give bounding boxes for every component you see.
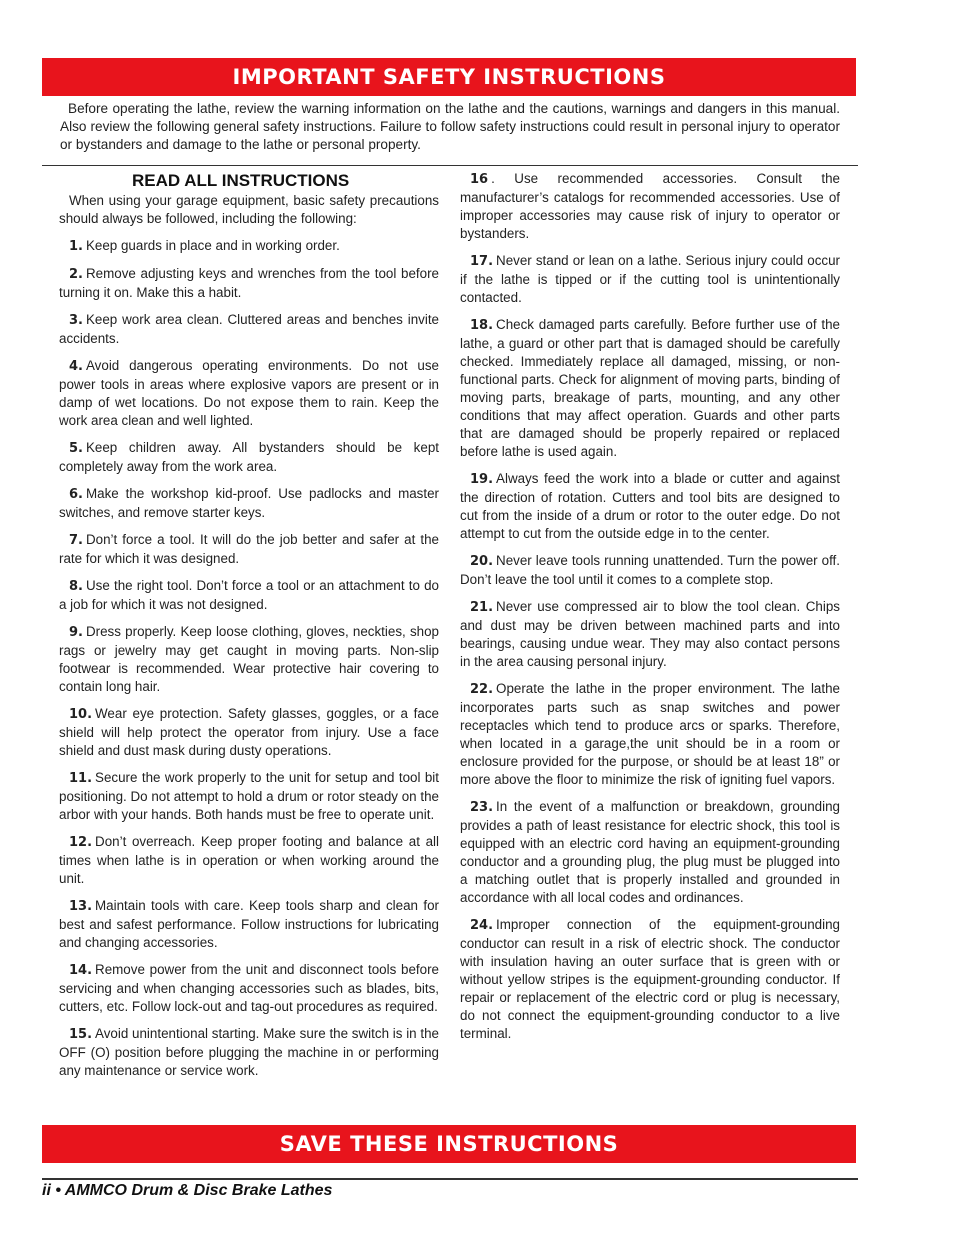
instruction-item: [460, 680, 840, 789]
save-instructions-banner: SAVE THESE INSTRUCTIONS: [42, 1125, 856, 1163]
instruction-text: Operate the lathe in the proper environment. The lathe incorporates parts such as snap switches and power receptacles which tend to produce arcs or sparks. Therefore, when located in a garage,the unit should be in a room or enclosure provided for the purpose, or should be at least 18” or more above the floor to minimize the risk of igniting fuel vapors.: [460, 681, 840, 787]
instruction-item: [59, 265, 439, 302]
instruction-list-left: [59, 237, 439, 1080]
instruction-text: Avoid unintentional starting. Make sure the switch is in the OFF (O) position before plugging the machine in or performing any maintenance or service work.: [59, 1026, 439, 1078]
instruction-number: 8.: [69, 579, 83, 594]
instruction-item: [59, 439, 439, 476]
instruction-item: [460, 552, 840, 589]
instruction-number: 9.: [69, 625, 83, 640]
instruction-item: [460, 798, 840, 907]
section-lead: When using your garage equipment, basic safety precautions should always be followed, including the following:: [59, 193, 439, 226]
footer-divider: [42, 1178, 858, 1180]
instruction-number: 3.: [69, 313, 83, 328]
instruction-text: Dress properly. Keep loose clothing, gloves, neckties, shop rags or jewelry may get caught in moving parts. Non-slip footwear is recommended. Wear protective hair covering to contain long hair.: [59, 624, 439, 694]
instruction-text: Maintain tools with care. Keep tools sharp and clean for best and safest performance. Follow instructions for lubricating and changing accessories.: [59, 898, 439, 950]
instruction-text: In the event of a malfunction or breakdown, grounding provides a path of least resistance for electric shock, this tool is equipped with an electric cord having an equipment-grounding conductor and a grounding plug, the plug must be plugged into a matching outlet that is properly installed and grounded in accordance with all local codes and ordinances.: [460, 799, 840, 905]
instruction-text: Never stand or lean on a lathe. Serious injury could occur if the lathe is tipped or if the cutting tool is unintentionally contacted.: [460, 253, 840, 305]
instruction-text: Never leave tools running unattended. Turn the power off. Don’t leave the tool until it comes to a complete stop.: [460, 553, 840, 587]
instruction-text: Avoid dangerous operating environments. Do not use power tools in areas where explosive vapors are present or in damp of wet locations. Do not expose them to rain. Keep the work area clean and well lighted.: [59, 358, 439, 428]
instruction-text: . Use recommended accessories. Consult the manufacturer’s catalogs for recommended accessories. Use of improper accessories may cause risk of injury to operator or bystanders.: [460, 171, 840, 241]
instruction-number: 21.: [470, 600, 494, 615]
instruction-item: [460, 916, 840, 1043]
instruction-list-right: [460, 170, 840, 1043]
instruction-number: 2.: [69, 267, 83, 282]
instruction-text: Secure the work properly to the unit for setup and tool bit positioning. Do not attempt to hold a drum or rotor steady on the arbor with your hands. Both hands must be free to operate unit.: [59, 770, 439, 822]
instruction-number: 12.: [69, 835, 93, 850]
instruction-number: 18.: [470, 318, 494, 333]
instruction-item: [59, 485, 439, 522]
right-column: [460, 170, 840, 1052]
instruction-item: [460, 470, 840, 543]
instruction-number: 24.: [470, 918, 494, 933]
instruction-number: 11.: [69, 771, 93, 786]
instruction-item: [59, 897, 439, 952]
instruction-item: [59, 769, 439, 824]
instruction-item: [460, 598, 840, 671]
instruction-text: Make the workshop kid-proof. Use padlocks and master switches, and remove starter keys.: [59, 486, 439, 520]
safety-instructions-banner: IMPORTANT SAFETY INSTRUCTIONS: [42, 58, 856, 96]
instruction-number: 4.: [69, 359, 83, 374]
instruction-item: [59, 623, 439, 696]
instruction-text: Keep guards in place and in working order.: [85, 238, 340, 253]
instruction-text: Don’t force a tool. It will do the job better and safer at the rate for which it was designed.: [59, 532, 439, 566]
instruction-item: [460, 316, 840, 461]
instruction-number: 10.: [69, 707, 93, 722]
instruction-text: Wear eye protection. Safety glasses, goggles, or a face shield will help protect the operator from injury. Use a face shield and dust mask during dusty operations.: [59, 706, 439, 758]
instruction-item: [59, 577, 439, 614]
instruction-number: 17.: [470, 254, 494, 269]
divider: [42, 165, 858, 166]
instruction-item: [59, 961, 439, 1016]
intro-paragraph: Before operating the lathe, review the warning information on the lathe and the cautions, warnings and dangers in this manual. Also review the following general safety instructions. Failure to follow safety instructions could result in personal injury to operator or bystanders and damage to the lathe or personal property.: [60, 101, 840, 152]
left-column: [59, 170, 439, 1089]
section-title: READ ALL INSTRUCTIONS: [132, 171, 350, 190]
page-footer: ii • AMMCO Drum & Disc Brake Lathes: [42, 1182, 333, 1199]
instruction-item: [59, 531, 439, 568]
instruction-item: [59, 833, 439, 888]
instruction-number: 6.: [69, 487, 83, 502]
instruction-number: 16: [470, 172, 489, 187]
instruction-item: [59, 1025, 439, 1080]
instruction-text: Use the right tool. Don’t force a tool or an attachment to do a job for which it was not designed.: [59, 578, 439, 612]
instruction-text: Check damaged parts carefully. Before further use of the lathe, a guard or other part that is damaged should be carefully checked. Immediately replace all damaged, missing, or non-functional parts. Check for alignment of moving parts, binding of moving parts, breakage of parts, mounting, and any other conditions that may affect operation. Guards and other parts that are damaged should be properly repaired or replaced before lathe is used again.: [460, 317, 840, 459]
instruction-text: Keep work area clean. Cluttered areas and benches invite accidents.: [59, 312, 439, 346]
instruction-number: 14.: [69, 963, 93, 978]
instruction-item: [460, 252, 840, 307]
instruction-item: [460, 170, 840, 243]
instruction-number: 13.: [69, 899, 93, 914]
instruction-number: 20.: [470, 554, 494, 569]
instruction-item: [59, 357, 439, 430]
instruction-text: Improper connection of the equipment-grounding conductor can result in a risk of electric shock. The conductor with insulation having an outer surface that is green with or without yellow stripes is the equipment-grounding conductor. If repair or replacement of the electric cord or plug is necessary, do not connect the equipment-grounding conductor to a live terminal.: [460, 917, 840, 1041]
instruction-number: 5.: [69, 441, 83, 456]
instruction-item: [59, 705, 439, 760]
instruction-number: 22.: [470, 682, 494, 697]
instruction-number: 19.: [470, 472, 494, 487]
instruction-number: 15.: [69, 1027, 93, 1042]
instruction-text: Never use compressed air to blow the tool clean. Chips and dust may be driven between machined parts and into bearings, causing undue wear. They may also contact persons in the area causing personal injury.: [460, 599, 840, 669]
instruction-item: [59, 237, 439, 256]
instruction-number: 7.: [69, 533, 83, 548]
instruction-text: Don’t overreach. Keep proper footing and balance at all times when lathe is in operation or when working around the unit.: [59, 834, 439, 886]
instruction-number: 23.: [470, 800, 494, 815]
instruction-text: Remove adjusting keys and wrenches from the tool before turning it on. Make this a habit.: [59, 266, 439, 300]
instruction-text: Keep children away. All bystanders should be kept completely away from the work area.: [59, 440, 439, 474]
instruction-text: Always feed the work into a blade or cutter and against the direction of rotation. Cutters and tool bits are designed to cut from the inside of a drum or rotor to the outer edge. Do not attempt to cut from the outside edge in to the center.: [460, 471, 840, 541]
instruction-item: [59, 311, 439, 348]
instruction-number: 1.: [69, 239, 83, 254]
instruction-text: Remove power from the unit and disconnect tools before servicing and when changing accessories such as blades, bits, cutters, etc. Follow lock-out and tag-out procedures as required.: [59, 962, 439, 1014]
